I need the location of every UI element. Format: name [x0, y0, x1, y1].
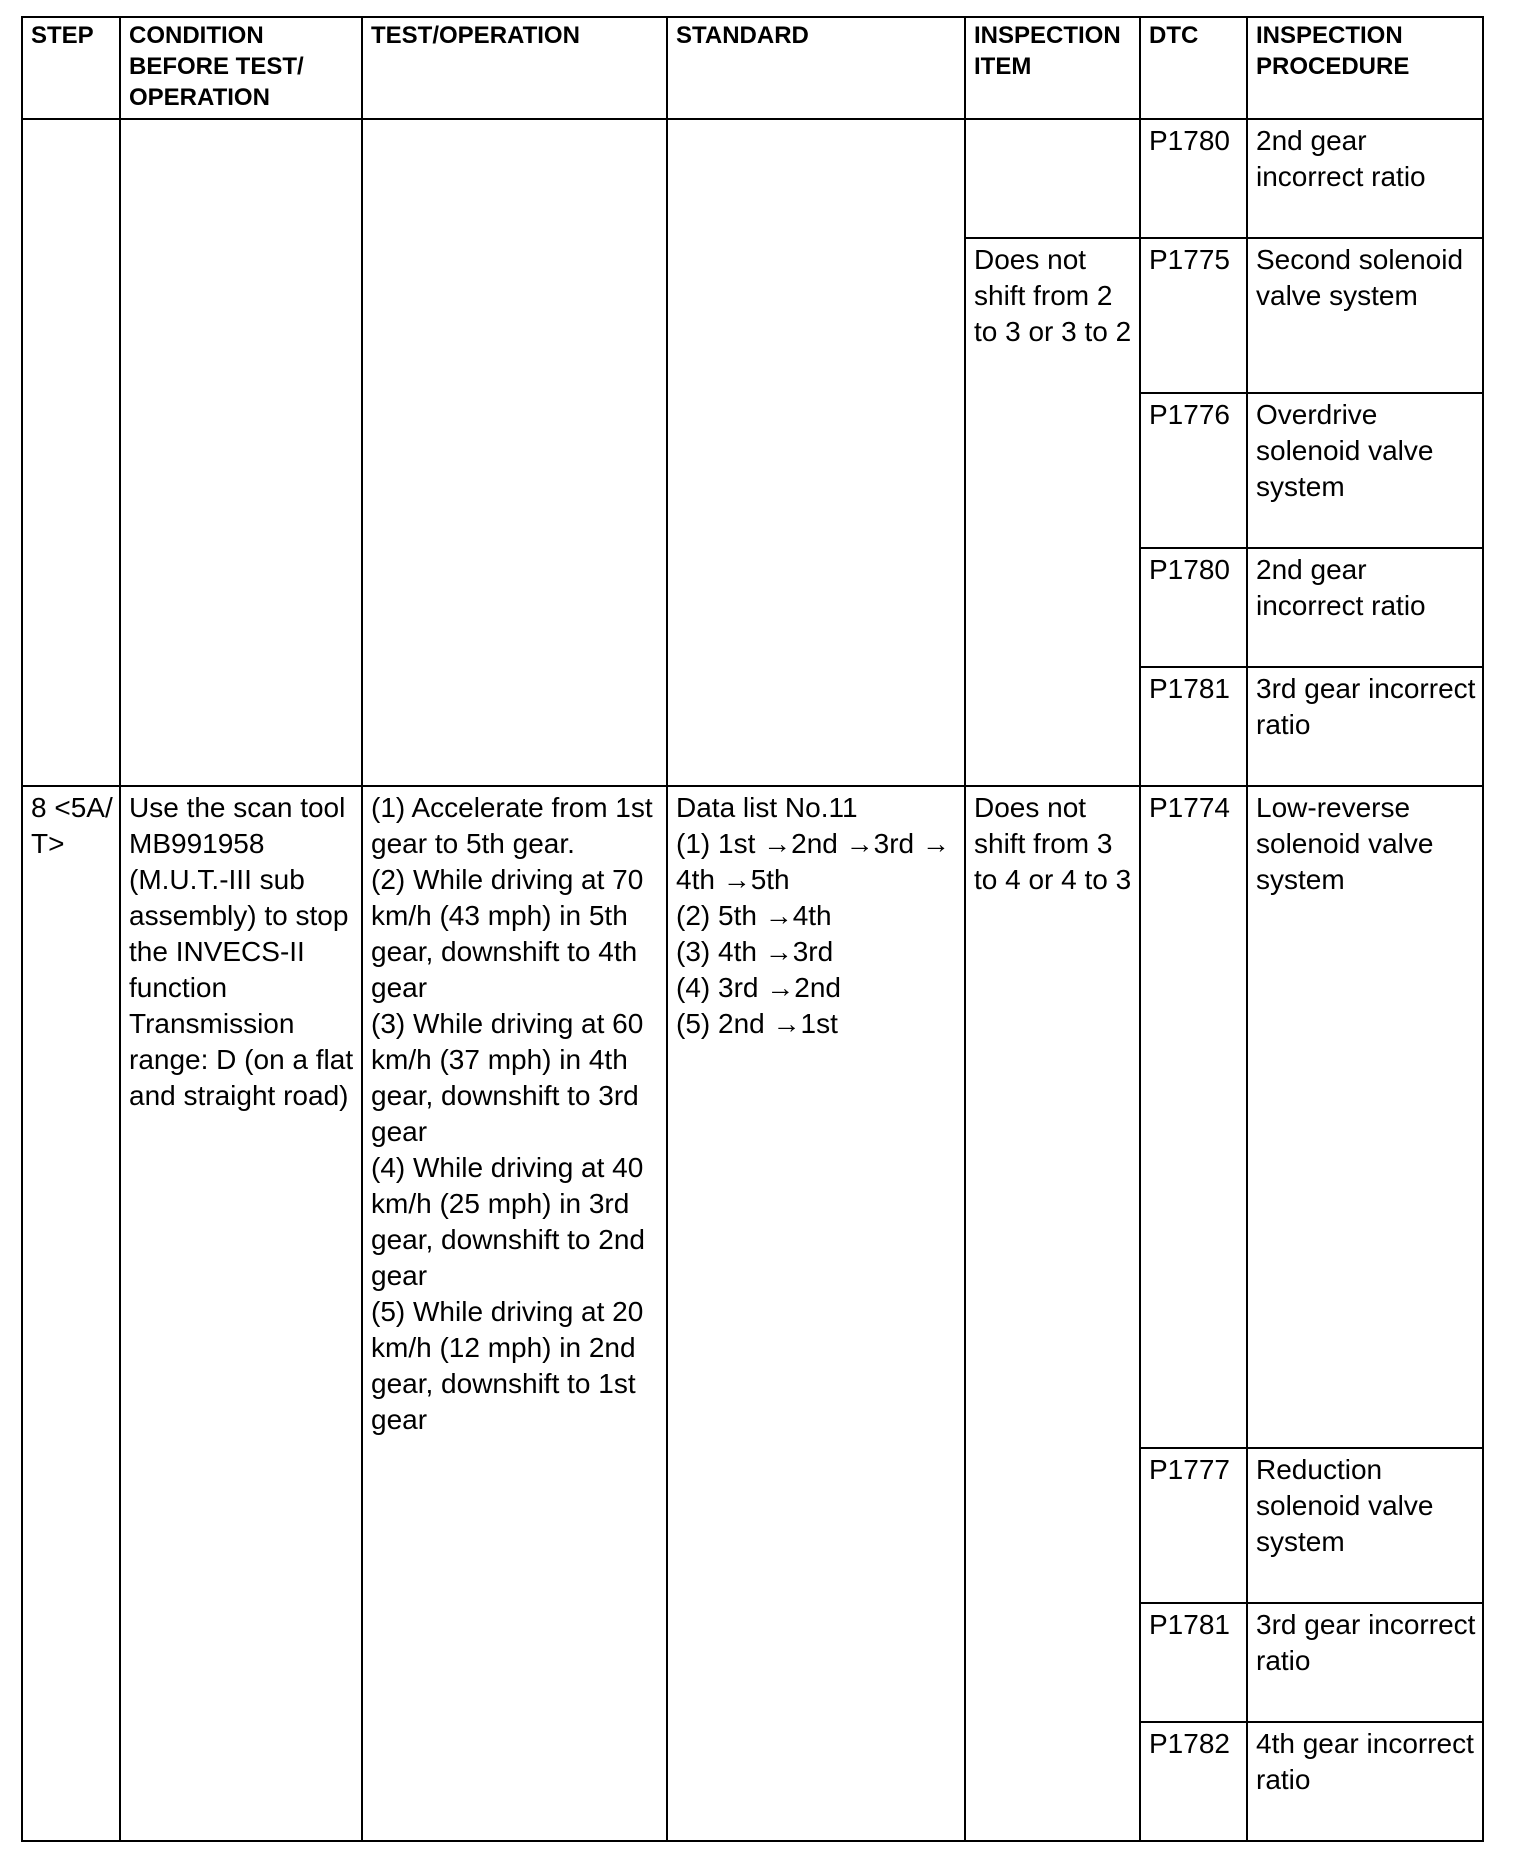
- dtc-code: P1774: [1140, 786, 1247, 1448]
- dtc-code: P1776: [1140, 393, 1247, 548]
- header-condition: CONDITION BEFORE TEST/ OPERATION: [120, 17, 362, 119]
- inspection-item: Does not shift from 2 to 3 or 3 to 2: [965, 238, 1140, 786]
- dtc-code: P1781: [1140, 1603, 1247, 1722]
- standard-line-6: (5) 2nd →1st: [676, 1008, 838, 1039]
- header-inspection-item: INSPECTION ITEM: [965, 17, 1140, 119]
- dtc-code: P1781: [1140, 667, 1247, 786]
- test-cell-empty: [362, 119, 667, 786]
- inspection-procedure: Second solenoid valve system: [1247, 238, 1483, 393]
- standard-cell-empty: [667, 119, 965, 786]
- standard-line-2: (1) 1st →2nd →3rd → 4th →5th: [676, 828, 950, 895]
- inspection-item: Does not shift from 3 to 4 or 4 to 3: [965, 786, 1140, 1841]
- step-cell-empty: [22, 119, 120, 786]
- inspection-procedure: 2nd gear incorrect ratio: [1247, 548, 1483, 667]
- inspection-table: [21, 16, 1484, 1842]
- header-inspection-procedure: INSPECTION PROCEDURE: [1247, 17, 1483, 119]
- standard: [667, 786, 965, 1841]
- test-step-4: (4) While driving at 40 km/h (25 mph) in 3rd gear, downshift to 2nd gear: [371, 1152, 645, 1291]
- standard-line-1: Data list No.11: [676, 792, 858, 823]
- header-test-operation: TEST/OPERATION: [362, 17, 667, 119]
- dtc-code: P1780: [1140, 548, 1247, 667]
- header-dtc: DTC: [1140, 17, 1247, 119]
- test-step-1: (1) Accelerate from 1st gear to 5th gear.: [371, 792, 653, 859]
- standard-line-4: (3) 4th →3rd: [676, 936, 834, 967]
- dtc-code: P1777: [1140, 1448, 1247, 1603]
- inspection-item-cell-empty: [965, 119, 1140, 238]
- inspection-procedure: Overdrive solenoid valve system: [1247, 393, 1483, 548]
- standard-line-3: (2) 5th →4th: [676, 900, 832, 931]
- inspection-procedure: Low-reverse solenoid valve system: [1247, 786, 1483, 1448]
- test-operation: [362, 786, 667, 1841]
- inspection-procedure: 2nd gear incorrect ratio: [1247, 119, 1483, 238]
- inspection-procedure: Reduction solenoid valve system: [1247, 1448, 1483, 1603]
- inspection-procedure: 3rd gear incorrect ratio: [1247, 667, 1483, 786]
- table-row-step-8: [22, 786, 1483, 1448]
- condition-before-test: Use the scan tool MB991958 (M.U.T.-III sub assembly) to stop the INVECS-II function Transmission range: D (on a flat and straight road): [120, 786, 362, 1841]
- header-step: STEP: [22, 17, 120, 119]
- table-row: [22, 119, 1483, 238]
- test-step-2: (2) While driving at 70 km/h (43 mph) in 5th gear, downshift to 4th gear: [371, 864, 644, 1003]
- inspection-procedure: 4th gear incorrect ratio: [1247, 1722, 1483, 1841]
- condition-cell-empty: [120, 119, 362, 786]
- test-step-5: (5) While driving at 20 km/h (12 mph) in 2nd gear, downshift to 1st gear: [371, 1296, 644, 1435]
- header-row: [22, 17, 1483, 119]
- inspection-procedure: 3rd gear incorrect ratio: [1247, 1603, 1483, 1722]
- dtc-code: P1782: [1140, 1722, 1247, 1841]
- step-number: 8 <5A/ T>: [22, 786, 120, 1841]
- dtc-code: P1780: [1140, 119, 1247, 238]
- test-step-3: (3) While driving at 60 km/h (37 mph) in 4th gear, downshift to 3rd gear: [371, 1008, 644, 1147]
- dtc-code: P1775: [1140, 238, 1247, 393]
- header-standard: STANDARD: [667, 17, 965, 119]
- standard-line-5: (4) 3rd →2nd: [676, 972, 841, 1003]
